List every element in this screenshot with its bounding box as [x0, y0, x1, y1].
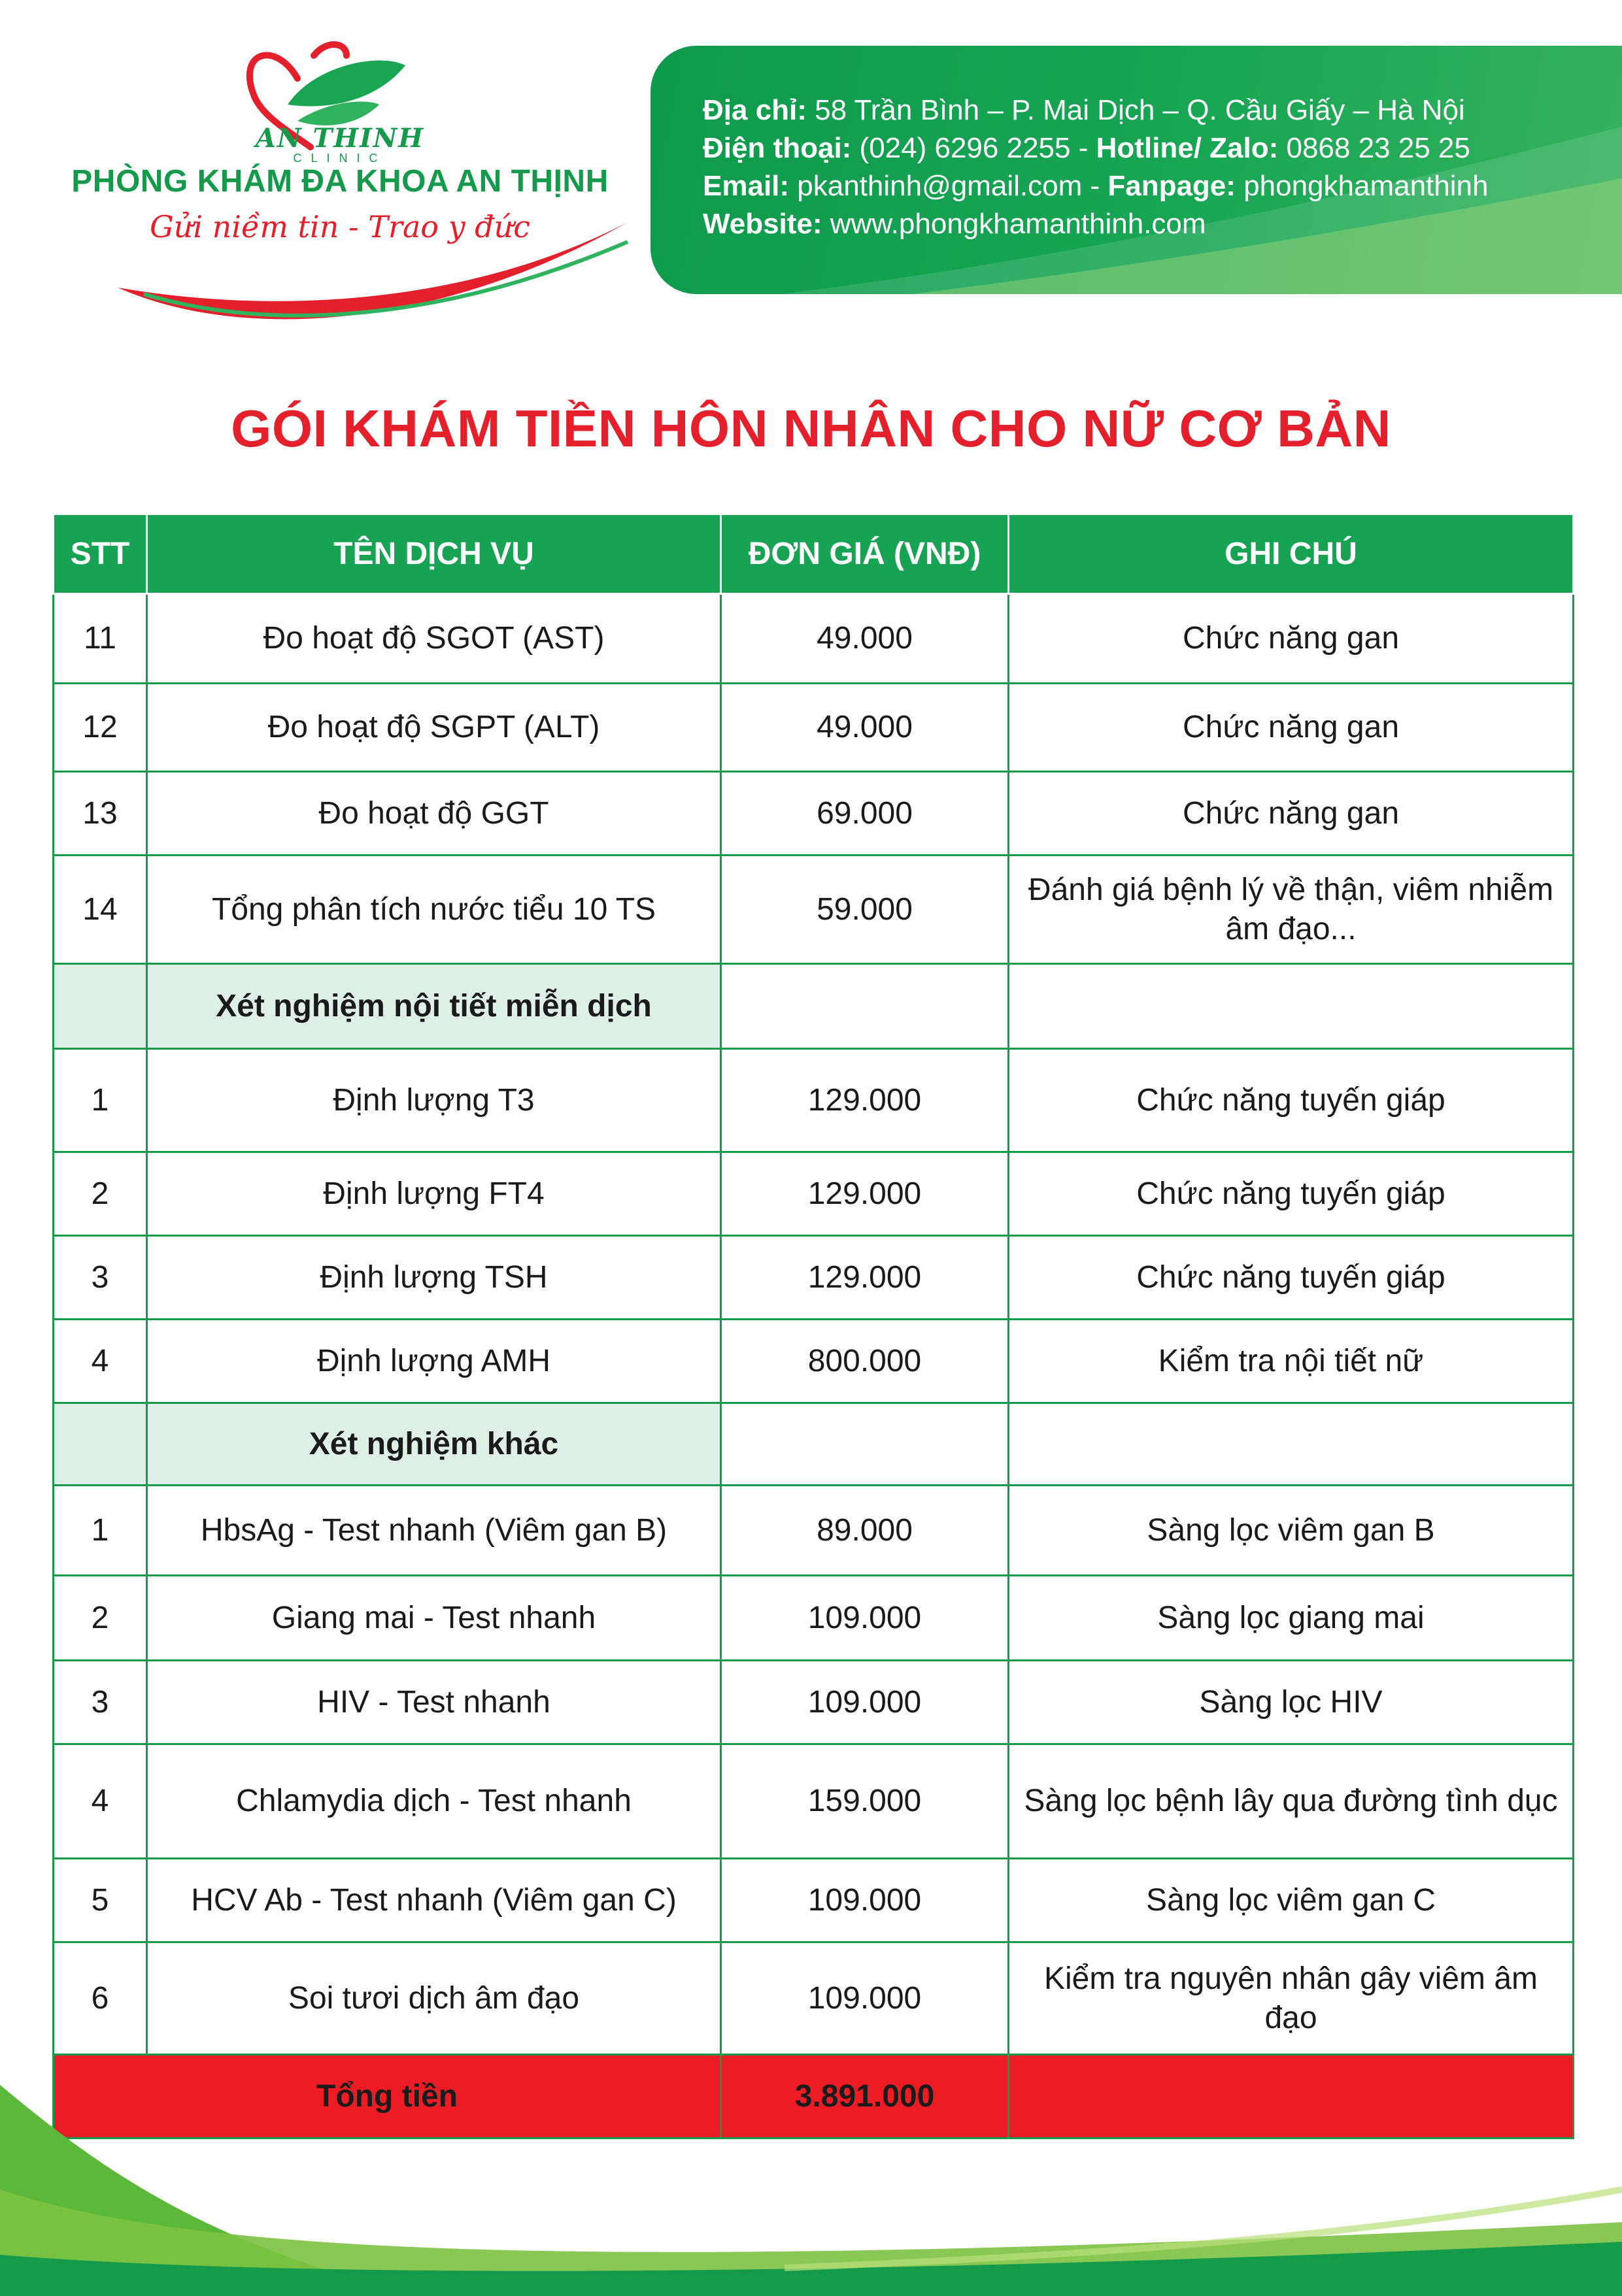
- cell-price: 109.000: [721, 1576, 1009, 1661]
- address-line: [703, 92, 1618, 129]
- cell-stt: 6: [54, 1942, 147, 2055]
- section-empty-note: [1009, 1403, 1574, 1486]
- cell-note: Chức năng tuyến giáp: [1009, 1236, 1574, 1320]
- section-empty-price: [721, 1403, 1009, 1486]
- cell-note: Sàng lọc viêm gan B: [1009, 1486, 1574, 1576]
- cell-note: Sàng lọc HIV: [1009, 1661, 1574, 1744]
- page-title: GÓI KHÁM TIỀN HÔN NHÂN CHO NỮ CƠ BẢN: [231, 399, 1391, 458]
- section-row: [54, 1403, 1574, 1486]
- table-row: [54, 684, 1574, 772]
- cell-stt: 1: [54, 1486, 147, 1576]
- table-row: [54, 1049, 1574, 1152]
- cell-note: Đánh giá bệnh lý về thận, viêm nhiễm âm đạo...: [1009, 856, 1574, 964]
- header-price: ĐƠN GIÁ (VNĐ): [721, 514, 1009, 594]
- cell-stt: 4: [54, 1320, 147, 1403]
- table-row: [54, 1320, 1574, 1403]
- cell-price: 800.000: [721, 1320, 1009, 1403]
- section-name: Xét nghiệm khác: [147, 1403, 721, 1486]
- table-header-row: [54, 514, 1574, 594]
- phone-value: (024) 6296 2255 -: [851, 132, 1096, 164]
- cell-stt: 14: [54, 856, 147, 964]
- cell-price: 129.000: [721, 1236, 1009, 1320]
- hotline-label: Hotline/ Zalo:: [1096, 132, 1279, 164]
- website-value: www.phongkhamanthinh.com: [822, 208, 1206, 240]
- cell-price: 49.000: [721, 684, 1009, 772]
- cell-note: Sàng lọc viêm gan C: [1009, 1859, 1574, 1942]
- cell-note: Sàng lọc bệnh lây qua đường tình dục: [1009, 1744, 1574, 1859]
- cell-price: 49.000: [721, 594, 1009, 684]
- total-value: 3.891.000: [721, 2055, 1009, 2138]
- table-row: [54, 1859, 1574, 1942]
- email-label: Email:: [703, 170, 790, 202]
- cell-note: Kiểm tra nguyên nhân gây viêm âm đạo: [1009, 1942, 1574, 2055]
- cell-note: Sàng lọc giang mai: [1009, 1576, 1574, 1661]
- cell-note: Chức năng gan: [1009, 684, 1574, 772]
- cell-service: Định lượng FT4: [147, 1152, 721, 1236]
- cell-price: 109.000: [721, 1942, 1009, 2055]
- fanpage-value: phongkhamanthinh: [1235, 170, 1489, 202]
- table-row: [54, 1661, 1574, 1744]
- table-row: [54, 1486, 1574, 1576]
- cell-service: Giang mai - Test nhanh: [147, 1576, 721, 1661]
- email-value: pkanthinh@gmail.com -: [789, 170, 1108, 202]
- cell-stt: 11: [54, 594, 147, 684]
- section-empty-stt: [54, 1403, 147, 1486]
- table-row: [54, 1236, 1574, 1320]
- section-empty-stt: [54, 964, 147, 1049]
- cell-service: Tổng phân tích nước tiểu 10 TS: [147, 856, 721, 964]
- email-line: [703, 167, 1618, 205]
- section-empty-price: [721, 964, 1009, 1049]
- logo-subtitle: CLINIC: [293, 152, 387, 165]
- cell-service: HCV Ab - Test nhanh (Viêm gan C): [147, 1859, 721, 1942]
- cell-service: Đo hoạt độ SGOT (AST): [147, 594, 721, 684]
- cell-stt: 3: [54, 1661, 147, 1744]
- hotline-value: 0868 23 25 25: [1278, 132, 1470, 164]
- cell-service: HIV - Test nhanh: [147, 1661, 721, 1744]
- total-label: Tổng tiền: [54, 2055, 721, 2138]
- table-row: [54, 1152, 1574, 1236]
- cell-note: Chức năng gan: [1009, 772, 1574, 856]
- table-row: [54, 1942, 1574, 2055]
- cell-service: Soi tươi dịch âm đạo: [147, 1942, 721, 2055]
- cell-service: Định lượng AMH: [147, 1320, 721, 1403]
- section-name: Xét nghiệm nội tiết miễn dịch: [147, 964, 721, 1049]
- website-line: [703, 205, 1618, 243]
- cell-service: Định lượng T3: [147, 1049, 721, 1152]
- cell-stt: 12: [54, 684, 147, 772]
- phone-line: [703, 129, 1618, 167]
- table-row: [54, 1576, 1574, 1661]
- logo-wordmark: AN THINH: [255, 123, 425, 154]
- cell-price: 129.000: [721, 1049, 1009, 1152]
- cell-note: Chức năng tuyến giáp: [1009, 1152, 1574, 1236]
- cell-note: Chức năng tuyến giáp: [1009, 1049, 1574, 1152]
- cell-stt: 1: [54, 1049, 147, 1152]
- section-row: [54, 964, 1574, 1049]
- cell-price: 159.000: [721, 1744, 1009, 1859]
- header-note: GHI CHÚ: [1009, 514, 1574, 594]
- cell-price: 69.000: [721, 772, 1009, 856]
- cell-stt: 2: [54, 1152, 147, 1236]
- clinic-name: PHÒNG KHÁM ĐA KHOA AN THỊNH: [71, 164, 609, 199]
- website-label: Website:: [703, 208, 822, 240]
- cell-service: Định lượng TSH: [147, 1236, 721, 1320]
- table-row: [54, 1744, 1574, 1859]
- table-body: [54, 594, 1574, 2055]
- cell-price: 59.000: [721, 856, 1009, 964]
- clinic-slogan: Gửi niềm tin - Trao y đức: [149, 209, 531, 244]
- table-row: [54, 594, 1574, 684]
- table-row: [54, 772, 1574, 856]
- cell-note: Kiểm tra nội tiết nữ: [1009, 1320, 1574, 1403]
- price-table: [52, 513, 1574, 2139]
- cell-price: 109.000: [721, 1859, 1009, 1942]
- cell-stt: 2: [54, 1576, 147, 1661]
- cell-service: Chlamydia dịch - Test nhanh: [147, 1744, 721, 1859]
- cell-stt: 13: [54, 772, 147, 856]
- address-label: Địa chỉ:: [703, 94, 807, 126]
- cell-stt: 5: [54, 1859, 147, 1942]
- cell-service: Đo hoạt độ SGPT (ALT): [147, 684, 721, 772]
- cell-stt: 3: [54, 1236, 147, 1320]
- footer-wave-icon: [0, 2059, 1622, 2296]
- table-row: [54, 856, 1574, 964]
- contact-info: [703, 92, 1618, 243]
- cell-stt: 4: [54, 1744, 147, 1859]
- fanpage-label: Fanpage:: [1107, 170, 1236, 202]
- clinic-logo-block: [39, 26, 641, 333]
- section-empty-note: [1009, 964, 1574, 1049]
- cell-service: HbsAg - Test nhanh (Viêm gan B): [147, 1486, 721, 1576]
- phone-label: Điện thoại:: [703, 132, 852, 164]
- address-value: 58 Trần Bình – P. Mai Dịch – Q. Cầu Giấy – Hà Nội: [806, 94, 1465, 126]
- header-service: TÊN DỊCH VỤ: [147, 514, 721, 594]
- header-stt: STT: [54, 514, 147, 594]
- cell-note: Chức năng gan: [1009, 594, 1574, 684]
- cell-price: 89.000: [721, 1486, 1009, 1576]
- cell-price: 109.000: [721, 1661, 1009, 1744]
- cell-price: 129.000: [721, 1152, 1009, 1236]
- cell-service: Đo hoạt độ GGT: [147, 772, 721, 856]
